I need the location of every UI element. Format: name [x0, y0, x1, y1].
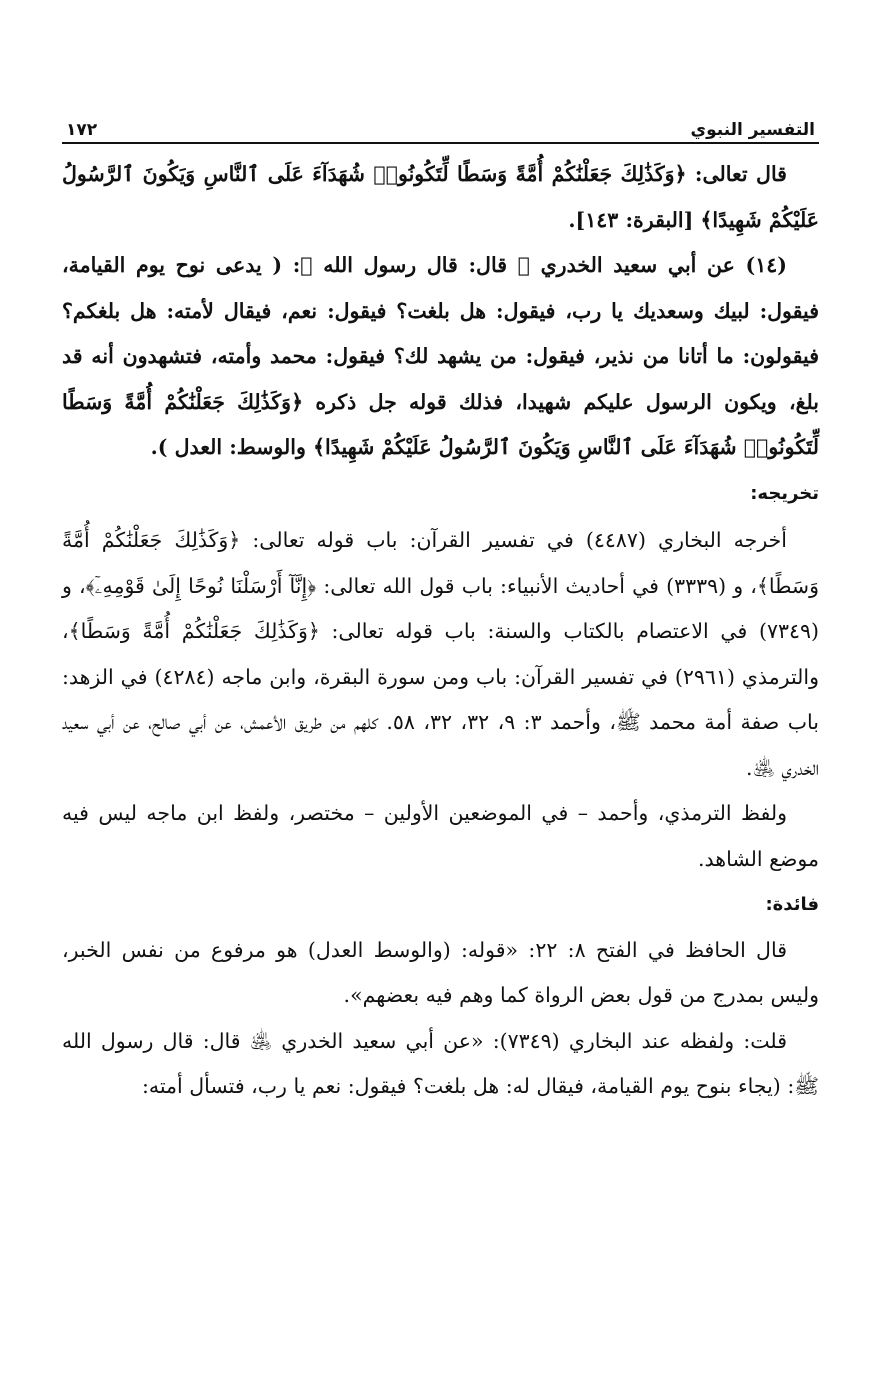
page-content	[62, 152, 819, 1110]
wording-paragraph: ولفظ الترمذي، وأحمد – في الموضعين الأولين – مختصر، ولفظ ابن ماجه ليس فيه موضع الشاهد.	[62, 801, 819, 871]
benefit-heading: فائدة:	[765, 894, 819, 915]
takhrij-paragraph: أخرجه البخاري (٤٤٨٧) في تفسير القرآن: باب قوله تعالى: ﴿وَكَذَٰلِكَ جَعَلْنَٰكُمْ أُمَّةً وَسَطًا﴾، و (٣٣٣٩) في أحاديث الأنبياء: باب قول الله تعالى: ﴿إِنَّآ أَرْسَلْنَا نُوحًا إِلَىٰ قَوْمِهِۦٓ﴾، و (٧٣٤٩) في الاعتصام بالكتاب والسنة: باب قوله تعالى: ﴿وَكَذَٰلِكَ جَعَلْنَٰكُمْ أُمَّةً وَسَطًا﴾، والترمذي (٢٩٦١) في تفسير القرآن: باب ومن سورة البقرة، وابن ماجه (٤٢٨٤) في الزهد: باب صفة أمة محمد ﷺ، وأحمد ٣: ٩، ٣٢، ٣٢، ٥٨. كلهم من طريق الأعمش، عن أبي صالح، عن أبي سعيد الخدري ﵁.	[62, 528, 820, 780]
hadith-paragraph: (١٤) عن أبي سعيد الخدري ﵁ قال: قال رسول الله ﷺ: ( يدعى نوح يوم القيامة، فيقول: لبيك وسعديك يا رب، فيقول: هل بلغت؟ فيقول: نعم، فيقال لأمته: هل بلغكم؟ فيقولون: ما أتانا من نذير، فيقول: من يشهد لك؟ فيقول: محمد وأمته، فتشهدون أنه قد بلغ، ويكون الرسول عليكم شهيدا، فذلك قوله جل ذكره ﴿وَكَذَٰلِكَ جَعَلْنَٰكُمْ أُمَّةً وَسَطًا لِّتَكُونُوا۟ شُهَدَآءَ عَلَى ٱلنَّاسِ وَيَكُونَ ٱلرَّسُولُ عَلَيْكُمْ شَهِيدًا﴾ والوسط: العدل ).	[62, 253, 819, 459]
book-page	[62, 108, 819, 1110]
takhrij-heading: تخريجه:	[750, 482, 819, 504]
page-header	[62, 108, 819, 144]
bukhari-wording-paragraph: قلت: ولفظه عند البخاري (٧٣٤٩): «عن أبي سعيد الخدري ﵁ قال: قال رسول الله ﷺ: (يجاء بنوح يوم القيامة، فيقال له: هل بلغت؟ فيقول: نعم يا رب، فتسأل أمته:	[62, 1028, 819, 1098]
page-number: ١٧٢	[66, 120, 98, 140]
hafiz-paragraph: قال الحافظ في الفتح ٨: ٢٢: «قوله: (والوسط العدل) هو مرفوع من نفس الخبر، وليس بمدرج من قول بعض الرواة كما وهم فيه بعضهم».	[62, 937, 819, 1007]
verse-paragraph: قال تعالى: ﴿وَكَذَٰلِكَ جَعَلْنَٰكُمْ أُمَّةً وَسَطًا لِّتَكُونُوا۟ شُهَدَآءَ عَلَى ٱلنَّاسِ وَيَكُونَ ٱلرَّسُولُ عَلَيْكُمْ شَهِيدًا﴾ [البقرة: ١٤٣].	[62, 162, 819, 232]
running-title: التفسير النبوي	[690, 120, 815, 140]
